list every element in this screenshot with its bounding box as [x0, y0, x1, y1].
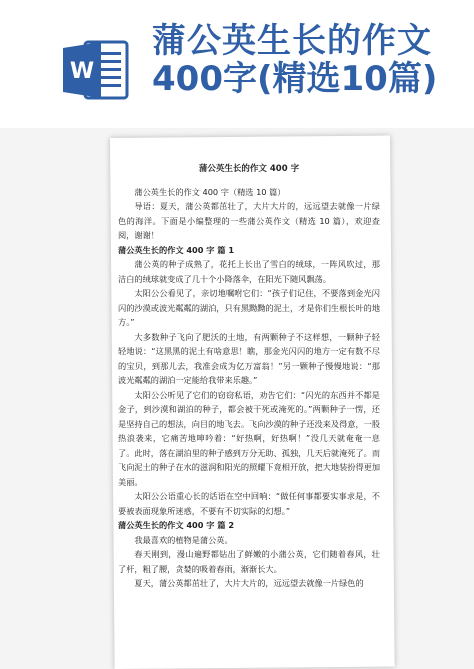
- title-line-1: 蒲公英生长的作文: [152, 21, 432, 61]
- paragraph: 春天刚到，漫山遍野都钻出了鲜嫩的小蒲公英，它们随着春风，壮了杆，粗了腰，贪婪的吸着春雨，渐渐长大。: [118, 549, 380, 574]
- page-title: [152, 22, 437, 98]
- paragraph: 太阳公公语重心长的话语在空中回响：“做任何事都要实事求是，不要被表面现象所迷惑，不要有不切实际的幻想。”: [118, 491, 380, 516]
- paragraph: 我最喜欢的植物是蒲公英。: [134, 534, 233, 545]
- document-content: [118, 162, 380, 591]
- doc-subtitle: 蒲公英生长的作文 400 字（精选 10 篇）: [134, 186, 286, 197]
- paragraph: 太阳公公听见了它们的窃窃私语，劝告它们：“闪光的东西并不都是金子，到沙漠和湖泊的种子，都会被干死或淹死的。”两颗种子一愣，还是坚持自己的想法，向目的地飞去。飞向沙漠的种子还没来及得意，一股热浪袭来，它痛苦地呻吟着：“好热啊，好热啊！”没几天就奄奄一息了。此时，落在湖泊里的种子感到万分无助、孤独，几天后就淹死了。而飞向泥土的种子在水的滋润和阳光的照耀下竟相开放，把大地装扮得更加美丽。: [118, 389, 381, 487]
- paragraph: 夏天，蒲公英都茁壮了，大片大片的，远远望去就像一片绿色的: [134, 578, 364, 588]
- svg-text:W: W: [69, 59, 95, 84]
- section-heading-1: 蒲公英生长的作文 400 字 篇 1: [118, 244, 235, 255]
- doc-intro: 导语：夏天，蒲公英都茁壮了，大片大片的，远远望去就像一片绿色的海洋。下面是小编整理的一些蒲公英作文（精选 10 篇），欢迎查阅，谢谢！: [118, 201, 380, 240]
- doc-title: 蒲公英生长的作文 400 字: [198, 164, 300, 174]
- paragraph: 太阳公公看见了，亲切地嘱咐它们：“孩子们记住，不要落到金光闪闪的沙漠或波光粼粼的湖泊，只有黑黝黝的泥土，才是你们生根长叶的地方。”: [118, 288, 381, 327]
- page-header: [0, 0, 474, 128]
- section-heading-2: 蒲公英生长的作文 400 字 篇 2: [118, 520, 235, 530]
- word-doc-icon: [61, 38, 129, 102]
- paragraph: 大多数种子飞向了肥沃的土地，有两颗种子不这样想，一颗种子轻轻地说：“这黑黑的泥土有啥意思！瞧，那金光闪闪的地方一定有数不尽的宝贝，到那儿去，我准会成为亿万富翁！”另一颗种子慢慢地说：“那波光粼粼的湖泊一定能给我带来乐趣。”: [118, 331, 380, 385]
- paragraph: 蒲公英的种子成熟了，花托上长出了雪白的绒球，一阵风吹过，那洁白的绒球就变成了几十个小降落伞，在阳光下随风飘荡。: [118, 259, 380, 284]
- title-line-2: 400字(精选10篇): [152, 59, 438, 100]
